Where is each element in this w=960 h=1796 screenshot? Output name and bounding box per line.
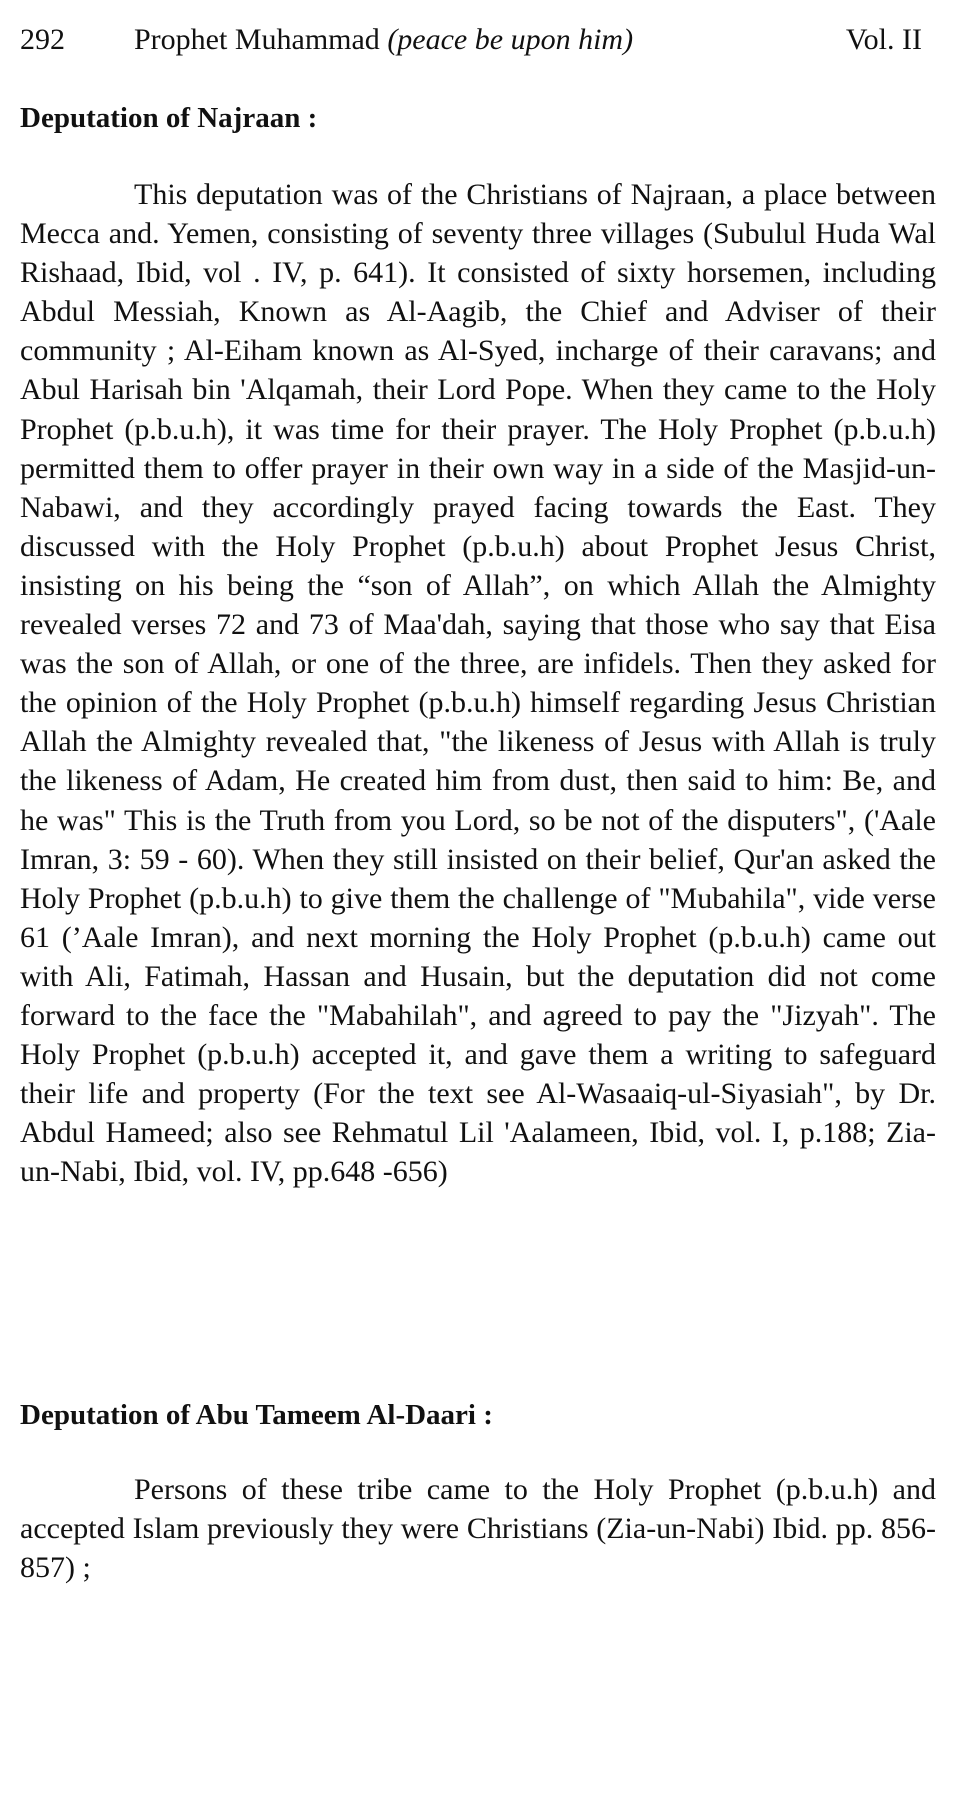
volume-label: Vol. II [845, 23, 922, 56]
page-number: 292 [20, 23, 65, 56]
section-paragraph-najraan: This deputation was of the Christians of Najraan, a place between Mecca and. Yemen, consisting of seventy three villages (Subulul Huda Wal Rishaad, Ibid, vol . IV, p. 641). It consisted of sixty horsemen, including Abdul Messiah, Known as Al-Aagib, the Chief and Adviser of their community ; Al-Eiham known as Al-Syed, incharge of their caravans; and Abul Harisah bin 'Alqamah, their Lord Pope. When they came to the Holy Prophet (p.b.u.h), it was time for their prayer. The Holy Prophet (p.b.u.h) permitted them to offer prayer in their own way in a side of the Masjid-un-Nabawi, and they accordingly prayed facing towards the East. They discussed with the Holy Prophet (p.b.u.h) about Prophet Jesus Christ, insisting on his being the “son of Allah”, on which Allah the Almighty revealed verses 72 and 73 of Maa'dah, saying that those who say that Eisa was the son of Allah, or one of the three, are infidels. Then they asked for the opinion of the Holy Prophet (p.b.u.h) himself regarding Jesus Christian Allah the Almighty revealed that, "the likeness of Jesus with Allah is truly the likeness of Adam, He created him from dust, then said to him: Be, and he was" This is the Truth from you Lord, so be not of the disputers", ('Aale Imran, 3: 59 - 60). When they still insisted on their belief, Qur'an asked the Holy Prophet (p.b.u.h) to give them the challenge of "Mubahila", vide verse 61 (’Aale Imran), and next morning the Holy Prophet (p.b.u.h) came out with Ali, Fatimah, Hassan and Husain, but the deputation did not come forward to the face the "Mabahilah", and agreed to pay the "Jizyah". The Holy Prophet (p.b.u.h) accepted it, and gave them a writing to safeguard their life and property (For the text see Al-Wasaaiq-ul-Siyasiah", by Dr. Abdul Hameed; also see Rehmatul Lil 'Aalameen, Ibid, vol. I, p.188; Zia-un-Nabi, Ibid, vol. IV, pp.648 -656) [20, 178, 936, 1189]
book-title [134, 20, 633, 60]
book-title-subtitle: (peace be upon him) [387, 23, 634, 56]
book-title-main: Prophet Muhammad [134, 23, 388, 56]
running-header [20, 20, 936, 60]
section-heading-abu-tameem: Deputation of Abu Tameem Al-Daari : [20, 1399, 493, 1431]
section-paragraph-abu-tameem: Persons of these tribe came to the Holy Prophet (p.b.u.h) and accepted Islam previously they were Christians (Zia-un-Nabi) Ibid. pp. 856-857) ; [20, 1473, 936, 1585]
section-heading-najraan: Deputation of Najraan : [20, 102, 318, 134]
